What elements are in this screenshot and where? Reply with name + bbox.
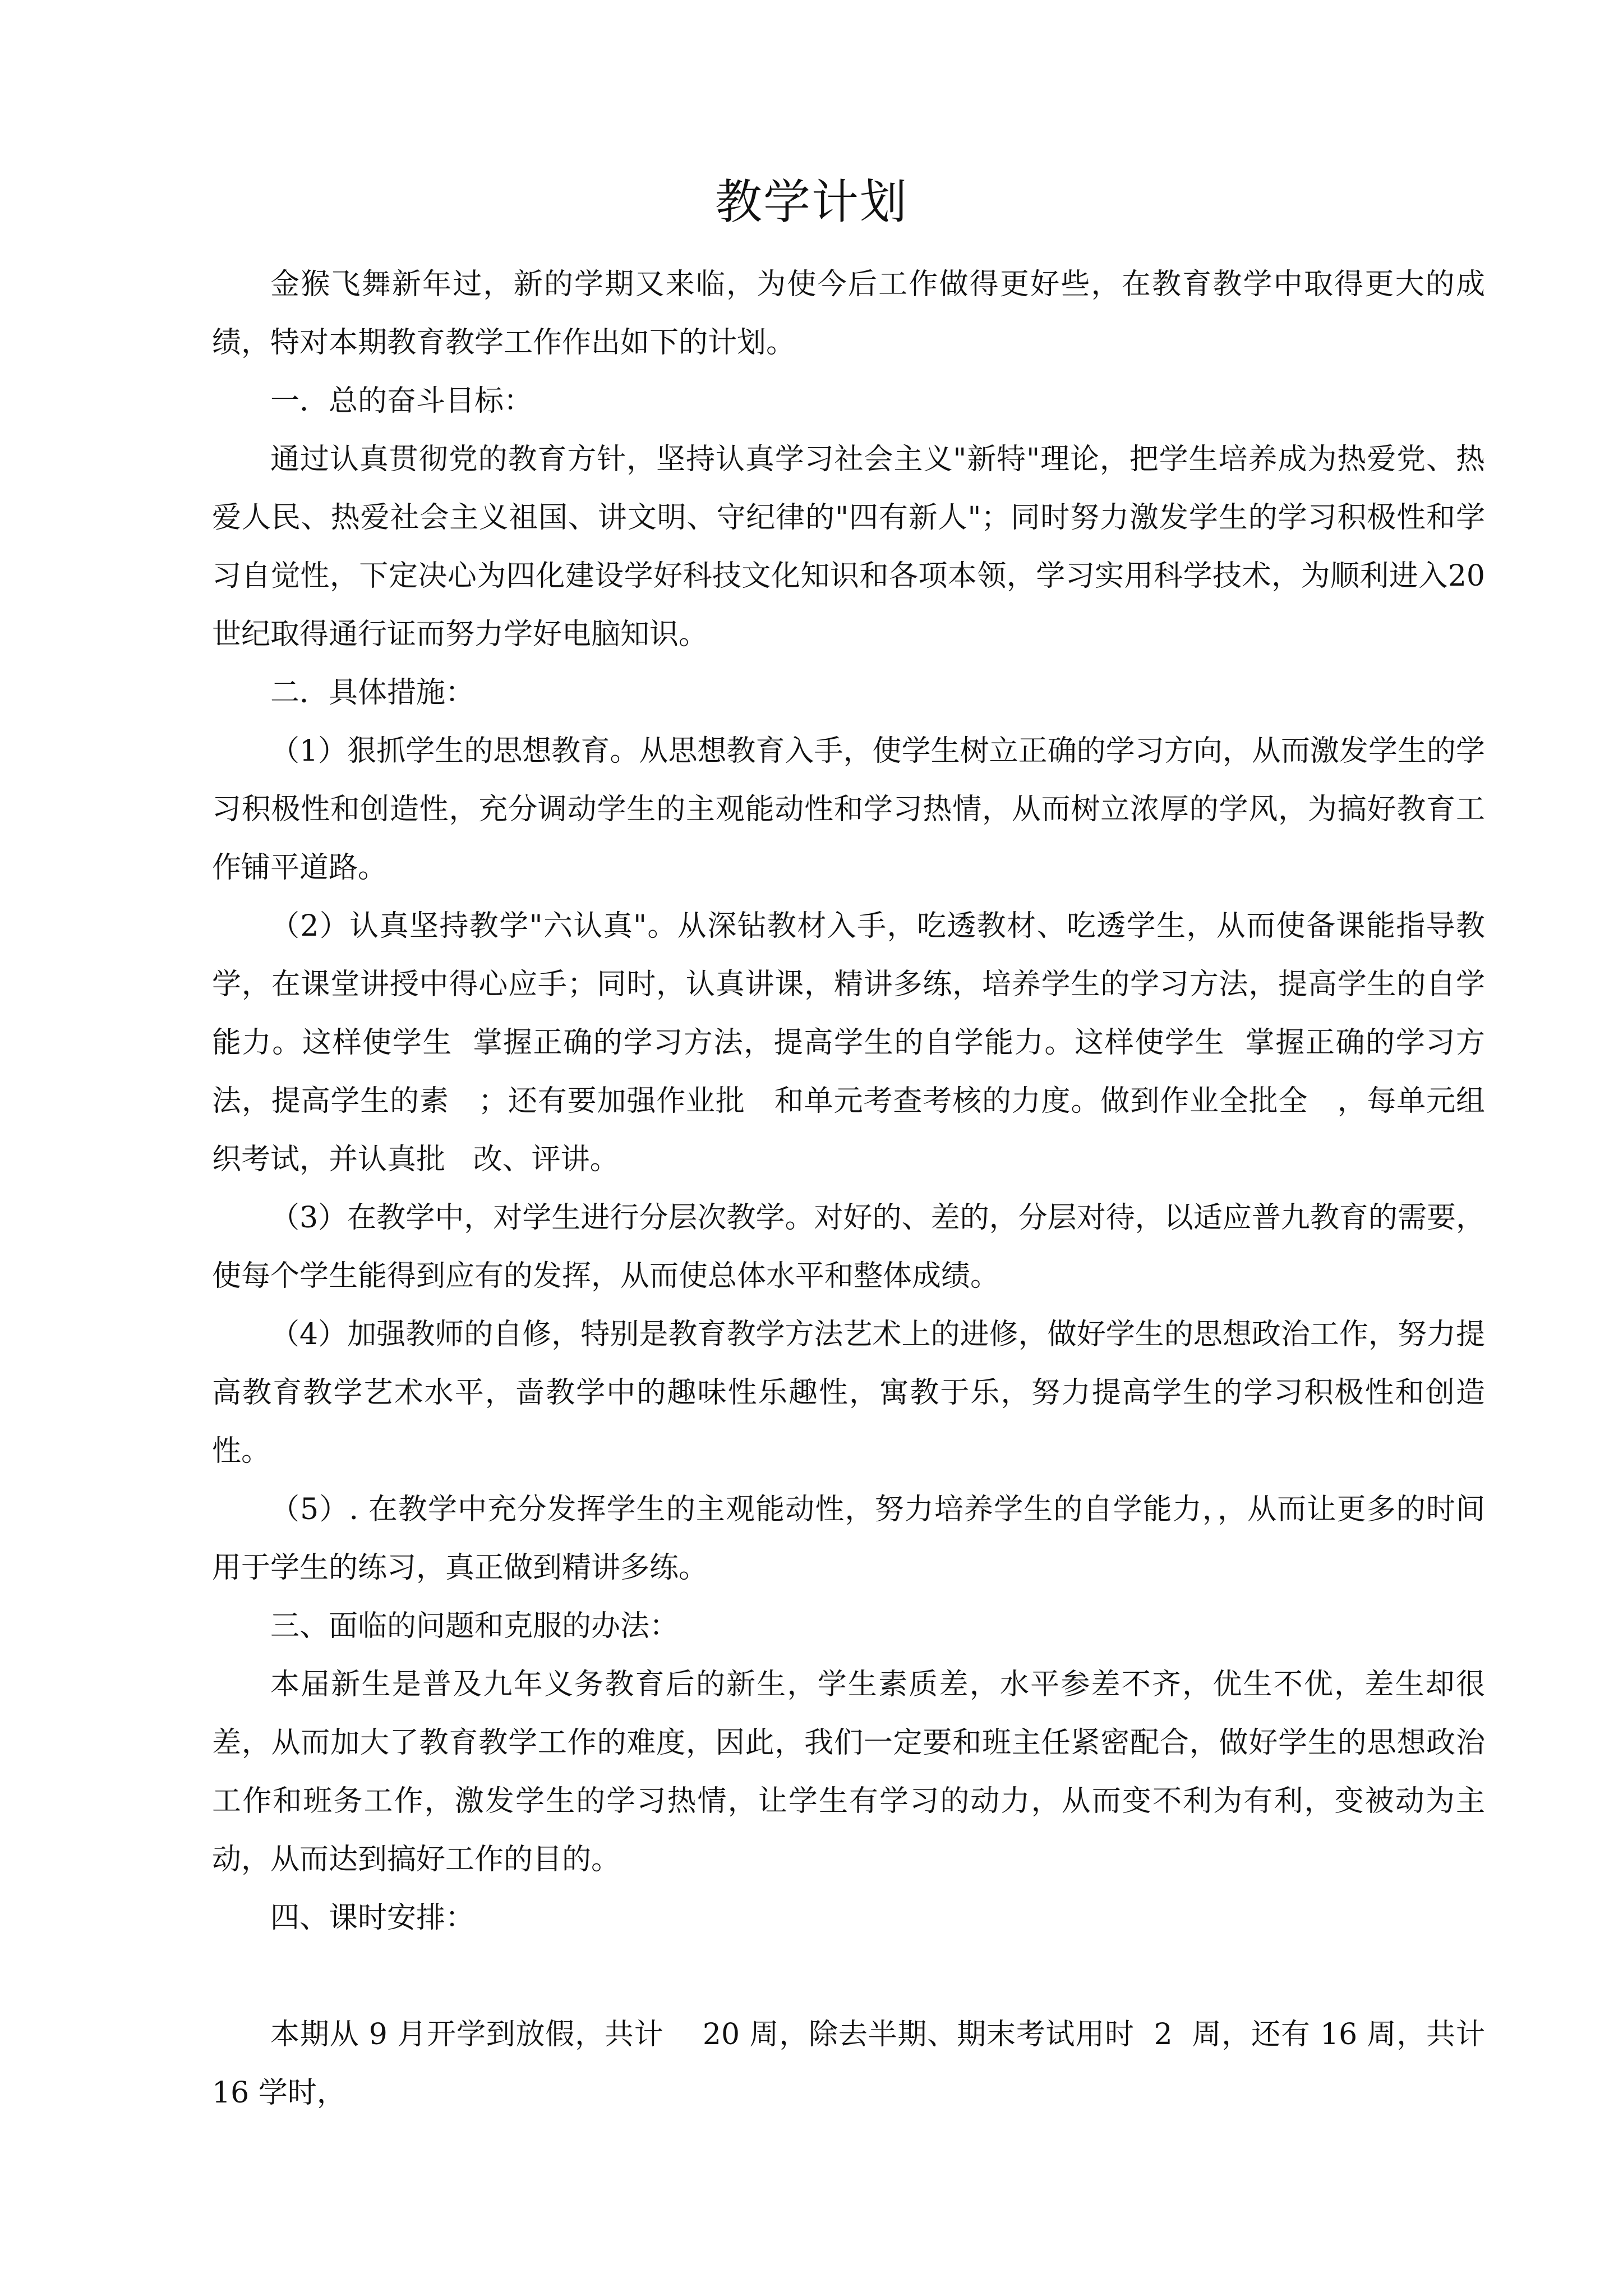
document-title: 教学计划 — [714, 174, 908, 229]
document-body — [212, 255, 1495, 2122]
problems-paragraph: 本届新生是普及九年义务教育后的新生，学生素质差，水平参差不齐，优生不优，差生却很差，从而加大了教育教学工作的难度，因此，我们一定要和班主任紧密配合，做好学生的思想政治工作和班务工作，激发学生的学习热情，让学生有学习的动力，从而变不利为有利，变被动为主动，从而达到搞好工作的目的。 — [212, 1668, 1485, 1876]
schedule-paragraph: 本期从 9 月开学到放假，共计 20 周，除去半期、期末考试用时 2 周，还有 16 周，共计 16 学时， — [212, 2018, 1495, 2110]
section-heading-schedule: 四、课时安排： — [270, 1901, 475, 1935]
measure-item-4: （4）加强教师的自修，特别是教育教学方法艺术上的进修，做好学生的思想政治工作，努力提高教育教学艺术水平，啬教学中的趣味性乐趣性，寓教于乐，努力提高学生的学习积极性和创造性。 — [212, 1318, 1485, 1468]
intro-paragraph: 金猴飞舞新年过，新的学期又来临，为使今后工作做得更好些，在教育教学中取得更大的成绩，特对本期教育教学工作作出如下的计划。 — [212, 268, 1485, 360]
measure-item-3: （3）在教学中，对学生进行分层次教学。对好的、差的，分层对待，以适应普九教育的需要，使每个学生能得到应有的发挥，从而使总体水平和整体成绩。 — [212, 1201, 1485, 1293]
measure-item-5: （5）. 在教学中充分发挥学生的主观能动性，努力培养学生的自学能力，，从而让更多的时间用于学生的练习，真正做到精讲多练。 — [212, 1493, 1485, 1585]
goals-paragraph: 通过认真贯彻党的教育方针，坚持认真学习社会主义"新特"理论，把学生培养成为热爱党、热爱人民、热爱社会主义祖国、讲文明、守纪律的"四有新人"；同时努力激发学生的学习积极性和学习自觉性，下定决心为四化建设学好科技文化知识和各项本领，学习实用科学技术，为顺利进入20世纪取得通行证而努力学好电脑知识。 — [212, 443, 1485, 651]
measure-item-1: （1）狠抓学生的思想教育。从思想教育入手，使学生树立正确的学习方向，从而激发学生的学习积极性和创造性，充分调动学生的主观能动性和学习热情，从而树立浓厚的学风，为搞好教育工作铺平道路。 — [212, 734, 1485, 885]
section-heading-goals: 一．总的奋斗目标： — [270, 384, 533, 418]
measure-item-2: （2）认真坚持教学"六认真"。从深钻教材入手，吃透教材、吃透学生，从而使备课能指导教学，在课堂讲授中得心应手；同时，认真讲课，精讲多练，培养学生的学习方法，提高学生的自学能力。这样使学生 掌握正确的学习方法，提高学生的自学能力。这样使学生 掌握正确的学习方法，提高学生的素 ；还有要加强作业批 和单元考查考核的力度。做到作业全批全 ，每单元组织考试，并认真批 改、评讲。 — [212, 909, 1485, 1176]
section-heading-measures: 二．具体措施： — [270, 676, 475, 710]
section-heading-problems: 三、面临的问题和克服的办法： — [270, 1609, 679, 1643]
blank-line — [212, 1947, 1485, 2005]
